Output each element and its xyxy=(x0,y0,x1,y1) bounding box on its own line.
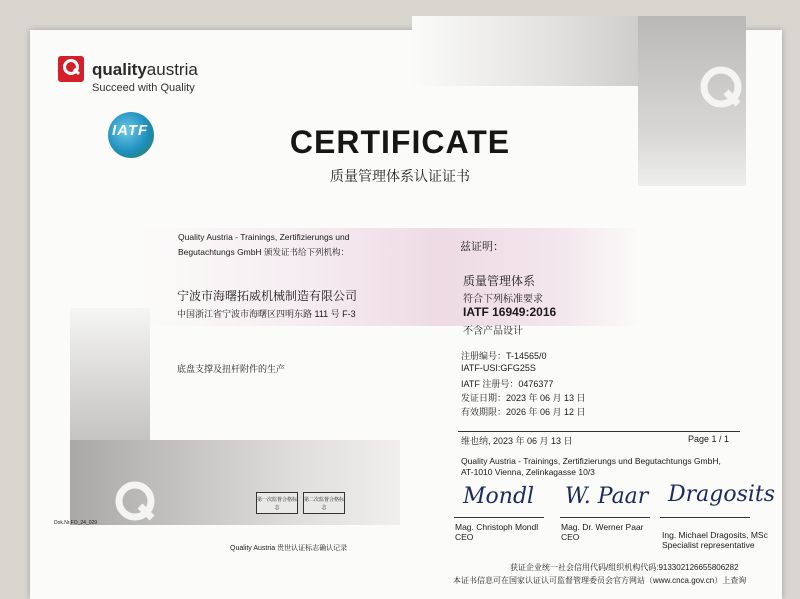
iatf-logo-text: IATF xyxy=(112,122,149,139)
signatory-name: Mag. Dr. Werner Paar xyxy=(561,522,644,532)
q-watermark-icon-top xyxy=(696,62,746,112)
form-code: Dok.Nr.FO_24_029 xyxy=(54,520,98,526)
registration-line: IATF-USI:GFG25S xyxy=(461,363,536,373)
certify-label: 兹证明： xyxy=(460,241,504,253)
divider-line xyxy=(458,431,740,432)
signature-1: Mondl xyxy=(463,484,535,509)
page-number: Page 1 / 1 xyxy=(688,434,730,444)
surveillance-box-2: 第二次监督合格标志 xyxy=(303,492,345,514)
statement-line-1: 质量管理体系 xyxy=(463,274,536,288)
registration-line: 有效期限：2026 年 06 月 12 日 xyxy=(461,407,586,417)
signature-3: Dragosits xyxy=(668,482,776,507)
registration-line: 注册编号：T-14565/0 xyxy=(461,351,547,361)
address-line-2: AT-1010 Vienna, Zelinkagasse 10/3 xyxy=(461,467,595,477)
signatory-title: CEO xyxy=(455,532,474,542)
surveillance-box-1: 第一次监督合格标志 xyxy=(256,492,298,514)
brand-name: qualityaustria xyxy=(92,60,198,79)
signatory-title: Specialist representative xyxy=(662,540,755,550)
signature-line-1 xyxy=(454,517,544,518)
quality-austria-logo-icon xyxy=(58,56,84,82)
issuer-line-2: Begutachtungs GmbH 颁发证书给下列机构： xyxy=(178,247,349,257)
footer-verify-note: 本证书信息可在国家认证认可监督管理委员会官方网站（www.cnca.gov.cn）上查询 xyxy=(453,576,747,585)
certificate-title: CERTIFICATE xyxy=(289,124,511,160)
certificate-subtitle: 质量管理体系认证证书 xyxy=(330,169,470,185)
signature-line-2 xyxy=(560,517,650,518)
registration-line: IATF 注册号：0476377 xyxy=(461,379,554,389)
signatory-name: Mag. Christoph Mondl xyxy=(455,522,539,532)
registration-line: 发证日期：2023 年 06 月 13 日 xyxy=(461,393,586,403)
address-line-1: Quality Austria - Trainings, Zertifizierungs und Begutachtungs GmbH, xyxy=(461,456,721,466)
statement-line-2: 符合下列标准要求 xyxy=(463,294,543,305)
issuer-line-1: Quality Austria - Trainings, Zertifizierungs und xyxy=(178,232,350,242)
standard: IATF 16949:2016 xyxy=(463,305,557,319)
signature-line-3 xyxy=(660,517,750,518)
issue-place-date: 维也纳, 2023 年 06 月 13 日 xyxy=(461,436,573,446)
certificate-scope: 底盘支撑及扭杆附件的生产 xyxy=(177,364,286,374)
footer-record-note: Quality Austria 贵世认证标志确认记录 xyxy=(230,545,348,552)
signature-2: W. Paar xyxy=(565,484,649,509)
organization-name: 宁波市海曙拓威机械制造有限公司 xyxy=(177,289,358,303)
signatory-name: Ing. Michael Dragosits, MSc xyxy=(662,530,768,540)
brand-tagline: Succeed with Quality xyxy=(92,82,195,94)
q-watermark-icon-bottom xyxy=(110,476,160,526)
organization-address: 中国浙江省宁波市海曙区四明东路 111 号 F-3 xyxy=(177,309,356,319)
footer-credit-code: 获证企业统一社会信用代码/组织机构代码:91330212665580628​2 xyxy=(510,563,739,572)
signatory-title: CEO xyxy=(561,532,580,542)
statement-line-4: 不含产品设计 xyxy=(463,326,523,337)
